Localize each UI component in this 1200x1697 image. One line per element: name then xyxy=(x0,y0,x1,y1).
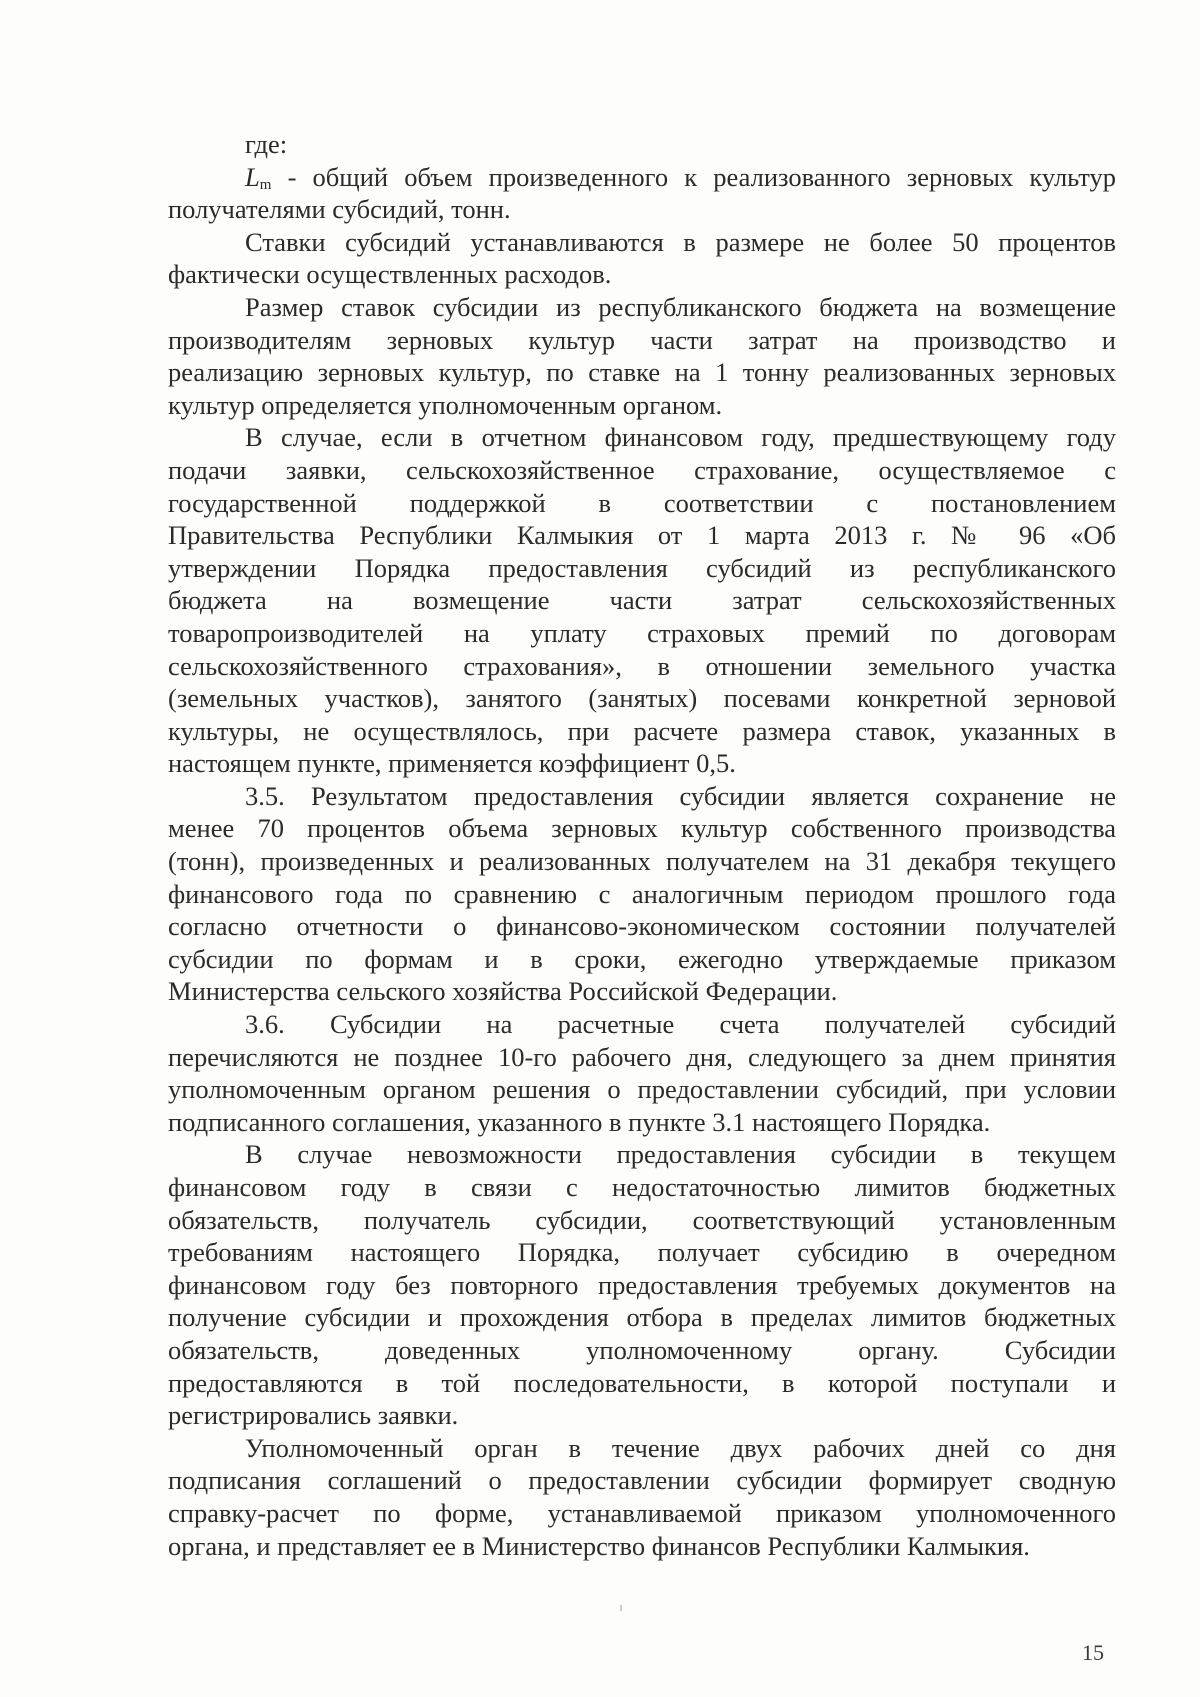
text-line: 3.6. Субсидии на расчетные счета получателей субсидий xyxy=(245,1009,1116,1040)
text-line: Размер ставок субсидии из республиканского бюджета на возмещение xyxy=(245,291,1116,322)
text-line: (тонн), произведенных и реализованных получателем на 31 декабря текущего xyxy=(168,846,1116,877)
text-line: культуры, не осуществлялось, при расчете размера ставок, указанных в xyxy=(168,715,1116,746)
text-line: финансовом году в связи с недостаточностью лимитов бюджетных xyxy=(168,1172,1116,1202)
text-line: В случае, если в отчетном финансовом году, предшествующему году xyxy=(245,422,1116,453)
text-line: регистрировались заявки. xyxy=(168,1400,459,1431)
variable-subscript: m xyxy=(259,176,272,193)
text-line: получение субсидии и прохождения отбора в пределах лимитов бюджетных xyxy=(168,1302,1116,1333)
text-line: настоящем пункте, применяется коэффициент 0,5. xyxy=(168,748,736,779)
text-line: 3.5. Результатом предоставления субсидии является сохранение не xyxy=(245,780,1116,811)
document-body xyxy=(168,128,1116,1562)
text-line: финансовом году без повторного предоставления требуемых документов на xyxy=(168,1269,1116,1300)
text-line: производителям зерновых культур части затрат на производство и xyxy=(168,324,1116,355)
text-line: (земельных участков), занятого (занятых) посевами конкретной зерновой xyxy=(168,683,1116,714)
text-line: подачи заявки, сельскохозяйственное страхование, осуществляемое с xyxy=(168,454,1116,485)
scan-artifact xyxy=(620,1605,622,1611)
definition-line xyxy=(168,161,1116,194)
text-line: В случае невозможности предоставления субсидии в текущем xyxy=(245,1139,1116,1170)
text-line: требованиям настоящего Порядка, получает субсидию в очередном xyxy=(168,1237,1116,1268)
text-line: подписания соглашений о предоставлении субсидии формирует сводную xyxy=(168,1465,1116,1496)
text-line: бюджета на возмещение части затрат сельскохозяйственных xyxy=(168,585,1116,616)
text-line: справку-расчет по форме, устанавливаемой приказом уполномоченного xyxy=(168,1497,1116,1528)
where-label: где: xyxy=(245,129,288,159)
text-line: органа, и представляет ее в Министерство финансов Республики Калмыкия. xyxy=(168,1530,1030,1561)
text-line: подписанного соглашения, указанного в пункте 3.1 настоящего Порядка. xyxy=(168,1106,991,1137)
text-line: Правительства Республики Калмыкия от 1 марта 2013 г. № 96 «Об xyxy=(168,520,1116,551)
page-number: 15 xyxy=(1082,1640,1104,1665)
text-line: Уполномоченный орган в течение двух рабочих дней со дня xyxy=(245,1432,1116,1463)
text-line: менее 70 процентов объема зерновых культур собственного производства xyxy=(168,813,1116,844)
text-line: - общий объем произведенного к реализованного зерновых культур xyxy=(271,161,1116,192)
text-line: государственной поддержкой в соответствии с постановлением xyxy=(168,487,1116,518)
variable-L: L xyxy=(245,161,260,192)
text-line: реализацию зерновых культур, по ставке на 1 тонну реализованных зерновых xyxy=(168,357,1116,388)
text-line: сельскохозяйственного страхования», в отношении земельного участка xyxy=(168,650,1116,681)
text-line: товаропроизводителей на уплату страховых премий по договорам xyxy=(168,617,1116,648)
text-line: утверждении Порядка предоставления субсидий из республиканского xyxy=(168,552,1116,583)
text-line: перечисляются не позднее 10-го рабочего дня, следующего за днем принятия xyxy=(168,1041,1116,1072)
text-line: уполномоченным органом решения о предоставлении субсидий, при условии xyxy=(168,1074,1116,1105)
text-line: получателями субсидий, тонн. xyxy=(168,194,511,225)
text-line: согласно отчетности о финансово-экономическом состоянии получателей xyxy=(168,911,1116,942)
text-line: финансового года по сравнению с аналогичным периодом прошлого года xyxy=(168,878,1116,909)
text-line: обязательств, получатель субсидии, соответствующий установленным xyxy=(168,1204,1116,1235)
text-line: фактически осуществленных расходов. xyxy=(168,259,612,290)
text-line: предоставляются в той последовательности, в которой поступали и xyxy=(168,1367,1116,1398)
text-line: Ставки субсидий устанавливаются в размере не более 50 процентов xyxy=(245,226,1116,257)
text-line: Министерства сельского хозяйства Российской Федерации. xyxy=(168,976,838,1007)
text-line: субсидии по формам и в сроки, ежегодно утверждаемые приказом xyxy=(168,943,1116,974)
text-line: культур определяется уполномоченным органом. xyxy=(168,389,723,420)
text-line: обязательств, доведенных уполномоченному органу. Субсидии xyxy=(168,1334,1116,1365)
